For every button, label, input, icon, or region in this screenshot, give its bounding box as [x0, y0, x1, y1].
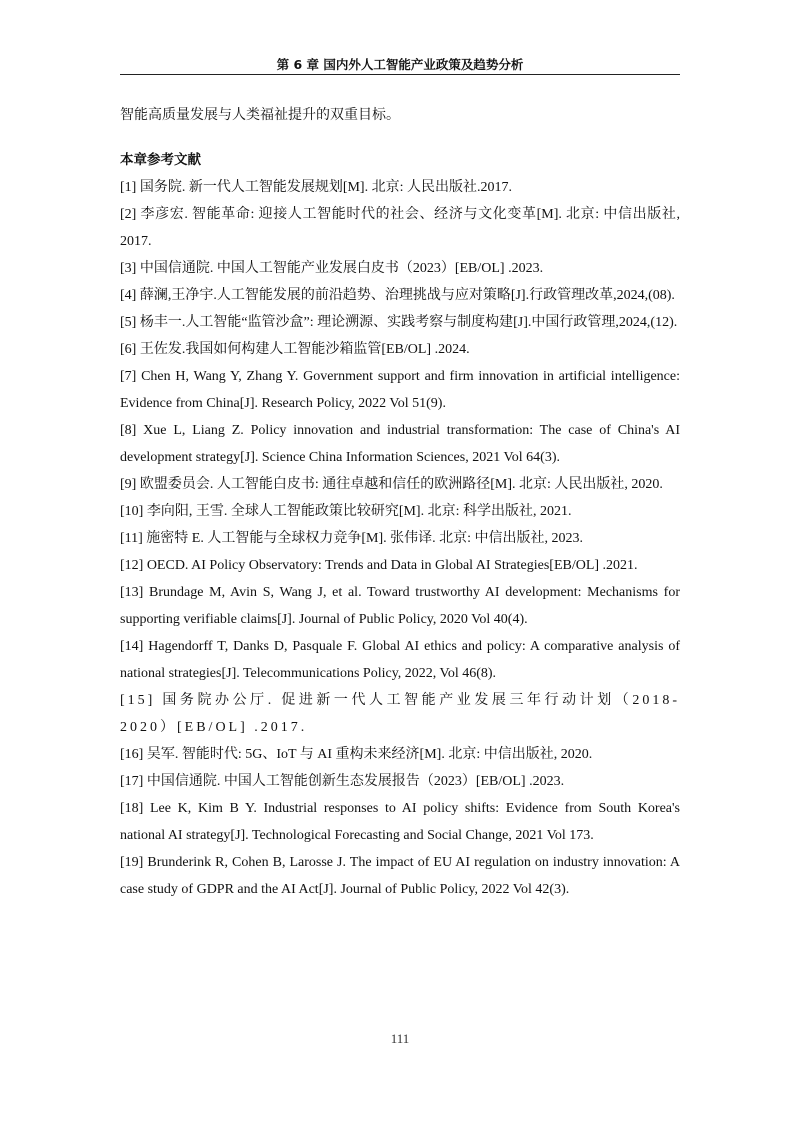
intro-paragraph: 智能高质量发展与人类福祉提升的双重目标。: [120, 108, 400, 123]
reference-item: [14] Hagendorff T, Danks D, Pasquale F. Global AI ethics and policy: A comparative analysis of national strategies[J]. Telecommunications Policy, 2022, Vol 46(8).: [120, 639, 680, 681]
reference-item: [5] 杨丰一.人工智能“监管沙盒”: 理论溯源、实践考察与制度构建[J].中国行政管理,2024,(12).: [120, 315, 678, 330]
reference-item: [1] 国务院. 新一代人工智能发展规划[M]. 北京: 人民出版社.2017.: [120, 180, 512, 195]
reference-item: [4] 薛澜,王净宇.人工智能发展的前沿趋势、治理挑战与应对策略[J].行政管理改革,2024,(08).: [120, 288, 675, 303]
reference-item: [12] OECD. AI Policy Observatory: Trends and Data in Global AI Strategies[EB/OL] .2021.: [120, 558, 638, 573]
reference-item: [13] Brundage M, Avin S, Wang J, et al. Toward trustworthy AI development: Mechanisms for supporting verifiable claims[J]. Journal of Public Policy, 2020 Vol 40(4).: [120, 585, 680, 627]
reference-item: [17] 中国信通院. 中国人工智能创新生态发展报告（2023）[EB/OL] .2023.: [120, 774, 565, 789]
reference-item: [8] Xue L, Liang Z. Policy innovation and industrial transformation: The case of China's AI development strategy[J]. Science China Information Sciences, 2021 Vol 64(3).: [120, 423, 680, 465]
reference-item: [2] 李彦宏. 智能革命: 迎接人工智能时代的社会、经济与文化变革[M]. 北京: 中信出版社, 2017.: [120, 207, 680, 249]
reference-item: [15] 国务院办公厅. 促进新一代人工智能产业发展三年行动计划（2018-2020）[EB/OL] .2017.: [120, 693, 680, 735]
reference-item: [18] Lee K, Kim B Y. Industrial responses to AI policy shifts: Evidence from South Korea's national AI strategy[J]. Technological Forecasting and Social Change, 2021 Vol 173.: [120, 801, 680, 843]
reference-item: [16] 吴军. 智能时代: 5G、IoT 与 AI 重构未来经济[M]. 北京: 中信出版社, 2020.: [120, 747, 593, 762]
reference-item: [19] Brunderink R, Cohen B, Larosse J. The impact of EU AI regulation on industry innovation: A case study of GDPR and the AI Act[J]. Journal of Public Policy, 2022 Vol 42(3).: [120, 855, 680, 897]
page-body: [120, 102, 680, 903]
reference-item: [10] 李向阳, 王雪. 全球人工智能政策比较研究[M]. 北京: 科学出版社, 2021.: [120, 504, 572, 519]
reference-item: [3] 中国信通院. 中国人工智能产业发展白皮书（2023）[EB/OL] .2023.: [120, 261, 544, 276]
page-number: 111: [390, 1031, 410, 1046]
reference-item: [11] 施密特 E. 人工智能与全球权力竞争[M]. 张伟译. 北京: 中信出版社, 2023.: [120, 531, 584, 546]
references-list: [120, 174, 680, 903]
header-rule: [120, 74, 680, 75]
reference-item: [7] Chen H, Wang Y, Zhang Y. Government support and firm innovation in artificial intelligence: Evidence from China[J]. Research Policy, 2022 Vol 51(9).: [120, 369, 680, 411]
running-header: 第 6 章 国内外人工智能产业政策及趋势分析: [276, 57, 524, 72]
reference-item: [9] 欧盟委员会. 人工智能白皮书: 通往卓越和信任的欧洲路径[M]. 北京: 人民出版社, 2020.: [120, 477, 663, 492]
references-heading: 本章参考文献: [120, 152, 201, 168]
reference-item: [6] 王佐发.我国如何构建人工智能沙箱监管[EB/OL] .2024.: [120, 342, 470, 357]
